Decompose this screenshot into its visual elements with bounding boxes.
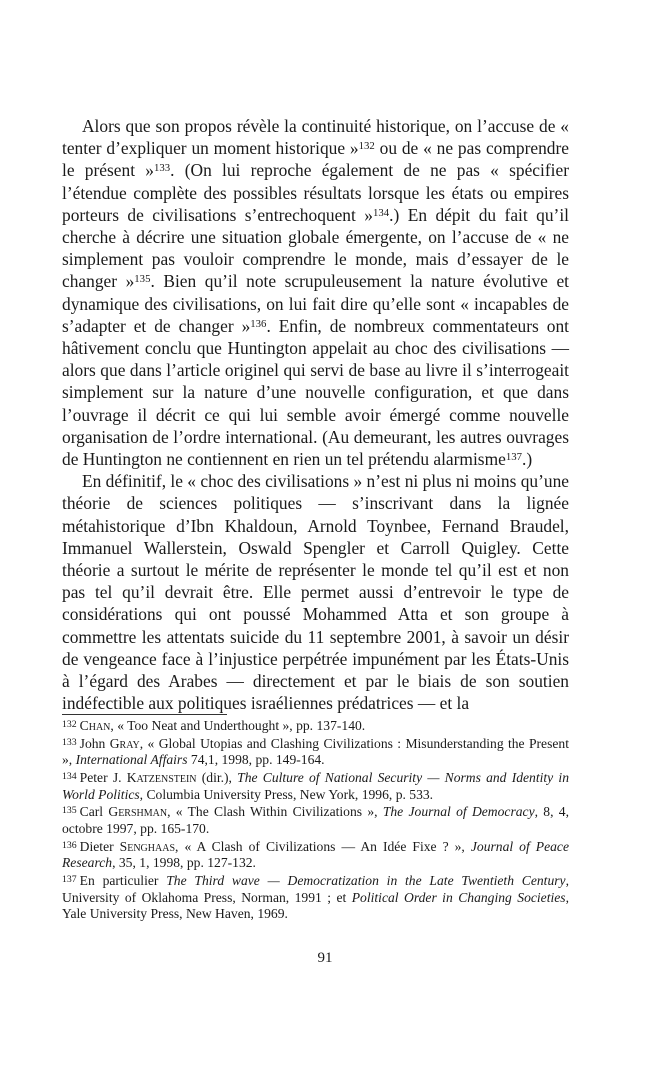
- footnote-author: Senghaas: [119, 838, 176, 854]
- footnote-136: [62, 838, 569, 872]
- footnote-number: 137: [62, 874, 77, 886]
- footnote-author: Gershman: [108, 804, 168, 820]
- footnote-ref-135[interactable]: 135: [134, 273, 151, 286]
- footnote-title: International Affairs: [75, 752, 188, 768]
- footnote-title: Political Order in Changing Societies: [351, 889, 566, 905]
- paragraph-1: [62, 115, 569, 470]
- footnote-text: , « Too Neat and Underthought », pp. 137-140.: [110, 717, 366, 733]
- footnote-title: The Journal of Democracy: [382, 804, 535, 820]
- footnote-text: Peter J.: [79, 769, 127, 785]
- text-run: ou de « ne pas comprendre le présent »: [62, 138, 570, 181]
- footnote-author: Katzenstein: [126, 769, 197, 785]
- text-run: . Enfin, de nombreux commentateurs ont hâtivement conclu que Huntington appelait au choc des civilisations — alors que dans l’article originel qui servi de base au livre il s’interrogeait simplement sur la nature d’une nouvelle configuration, et que dans l’ouvrage il décrit ce qui lui semble avoir émergé comme nouvelle organisation de l’ordre international. (Au demeurant, les autres ouvrages de Huntington ne contiennent en rien un tel prétendu alarmisme: [62, 315, 569, 470]
- text-run: .) En dépit du fait qu’il cherche à décrire une situation globale émergente, on l’accuse de « ne simplement pas vouloir comprendre le monde, mais d’essayer de le changer »: [62, 204, 569, 292]
- footnote-text: 74,1, 1998, pp. 149-164.: [187, 752, 325, 768]
- footnote-number: 135: [62, 805, 77, 817]
- text-run: .): [521, 449, 533, 470]
- footnote-text: , 8, 4, octobre 1997, pp. 165-170.: [62, 804, 569, 836]
- footnote-ref-136[interactable]: 136: [250, 317, 267, 330]
- footnote-number: 133: [62, 736, 77, 748]
- footnote-text: , « The Clash Within Civilizations »,: [167, 804, 383, 820]
- footnote-text: Carl: [79, 804, 109, 820]
- footnote-ref-134[interactable]: 134: [372, 206, 390, 219]
- footnote-ref-133[interactable]: 133: [153, 162, 171, 175]
- footnote-author: Chan: [79, 717, 111, 733]
- footnote-134: [62, 769, 569, 803]
- footnote-title: The Culture of National Security — Norms and Identity in World Politics: [62, 769, 569, 802]
- footnote-author: Gray: [109, 735, 140, 751]
- footnote-number: 132: [62, 719, 77, 730]
- footnote-title: The Third wave — Democratization in the Late Twentieth Century: [166, 872, 566, 888]
- footnote-ref-132[interactable]: 132: [358, 140, 375, 153]
- footnote-text: Dieter: [79, 838, 120, 854]
- main-text: [62, 115, 569, 714]
- footnote-text: , « Global Utopias and Clashing Civilizations : Misunderstanding the Present »,: [62, 735, 569, 768]
- text-run: . (On lui reproche également de ne pas « spécifier l’étendue complète des possibles résultats lorsque les états ou empires porteurs de civilisations s’entrechoquent »: [62, 160, 569, 225]
- footnote-number: 134: [62, 770, 77, 782]
- footnotes: [62, 717, 569, 923]
- footnote-137: [62, 872, 569, 923]
- footnote-number: 136: [62, 839, 77, 851]
- footnote-text: En particulier: [79, 872, 167, 888]
- paragraph-2: En définitif, le « choc des civilisations » n’est ni plus ni moins qu’une théorie de sciences politiques — s’inscrivant dans la lignée métahistorique d’Ibn Khaldoun, Arnold Toynbee, Fernand Braudel, Immanuel Wallerstein, Oswald Spengler et Carroll Quigley. Cette théorie a surtout le mérite de représenter le monde tel qu’il est et non pas tel qu’il devrait être. Elle permet aussi d’entrevoir le type de considérations qui ont poussé Mohammed Atta et son groupe à commettre les attentats suicide du 11 septembre 2001, à savoir un désir de vengeance face à l’injustice perpétrée impunément par les États-Unis à l’égard des Arabes — directement et par le biais de son soutien indéfectible aux politiques israéliennes prédatrices — et la: [62, 471, 569, 714]
- footnote-text: , 35, 1, 1998, pp. 127-132.: [112, 855, 256, 871]
- footnote-text: , Columbia University Press, New York, 1996, p. 533.: [139, 786, 434, 802]
- footnote-text: , University of Oklahoma Press, Norman, 1991 ; et: [62, 872, 569, 905]
- footnote-title: Journal of Peace Research: [62, 838, 569, 871]
- footnote-text: (dir.),: [196, 769, 238, 785]
- footnote-132: [62, 717, 569, 735]
- page-number: 91: [317, 950, 333, 966]
- text-run: . Bien qu’il note scrupuleusement la nature évolutive et dynamique des civilisations, on lui fait dire qu’elle sont « incapables de s’adapter et de changer »: [62, 271, 570, 336]
- footnote-text: John: [79, 735, 110, 751]
- footnote-135: [62, 803, 569, 837]
- footnote-133: [62, 735, 569, 769]
- footnote-separator: [62, 714, 227, 715]
- footnote-ref-137[interactable]: 137: [505, 451, 522, 464]
- text-run: Alors que son propos révèle la continuité historique, on l’accuse de « tenter d’expliquer un moment historique »: [62, 116, 569, 159]
- footnote-text: , Yale University Press, New Haven, 1969.: [62, 889, 569, 922]
- footnote-text: , « A Clash of Civilizations — An Idée Fixe ? »,: [175, 838, 471, 854]
